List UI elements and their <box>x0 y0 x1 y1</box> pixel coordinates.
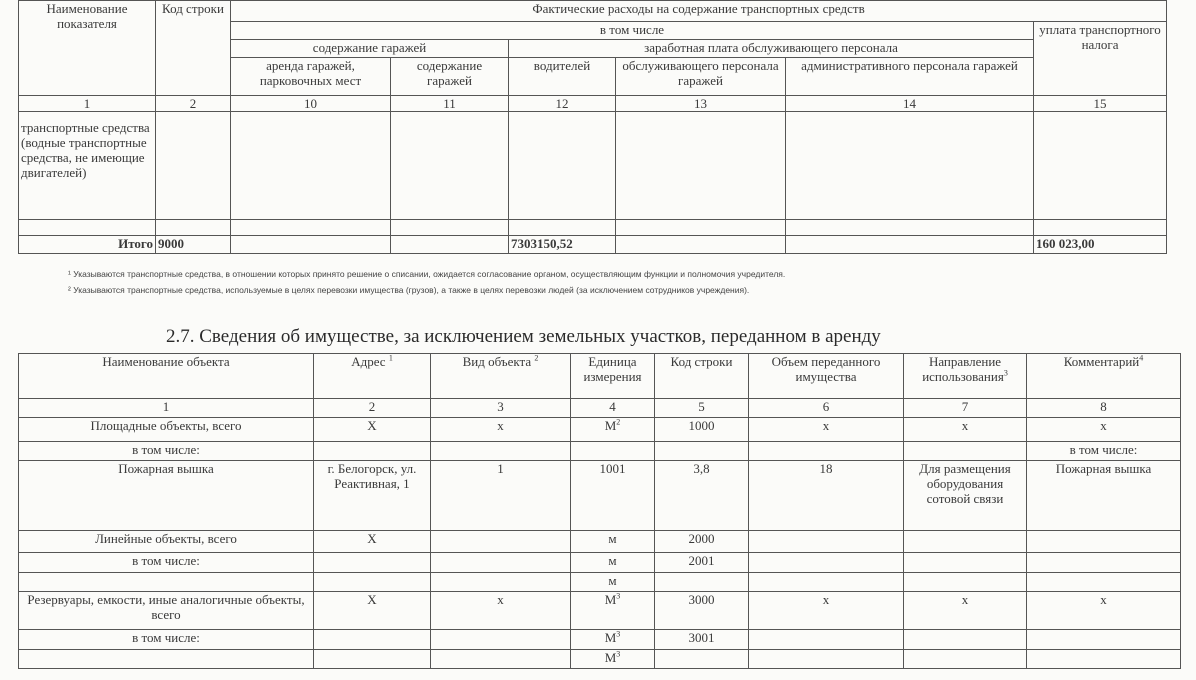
col-num: 10 <box>231 96 391 112</box>
col-num: 2 <box>314 399 431 418</box>
row-volume: x <box>749 418 904 442</box>
row-type: x <box>431 418 571 442</box>
table-row <box>19 461 1181 531</box>
leased-property-table <box>18 353 1181 669</box>
col-num: 13 <box>616 96 786 112</box>
footnote-2: ² Указываются транспортные средства, используемые в целях перевозки имущества (грузов), а также в целях перевозки людей (за исключением сотрудников учреждения). <box>68 285 750 295</box>
header-garage-maintenance: содержание гаражей <box>231 40 509 58</box>
col-num: 8 <box>1027 399 1181 418</box>
row-address: X <box>314 418 431 442</box>
row-code: 3000 <box>655 592 749 630</box>
row-label: транспортные средства (водные транспортные средства, не имеющие двигателей) <box>19 112 156 220</box>
col-num: 1 <box>19 399 314 418</box>
row-comment: Пожарная вышка <box>1027 461 1181 531</box>
col-num: 11 <box>391 96 509 112</box>
row-type: 1 <box>431 461 571 531</box>
row-name: Площадные объекты, всего <box>19 418 314 442</box>
header-including: в том числе <box>231 22 1034 40</box>
table-row <box>19 630 1181 650</box>
row-name: Линейные объекты, всего <box>19 531 314 553</box>
header-object-name: Наименование объекта <box>19 354 314 399</box>
table-row <box>19 112 1167 220</box>
row-name: Резервуары, емкости, иные аналогичные объекты, всего <box>19 592 314 630</box>
row-unit: 1001 <box>571 461 655 531</box>
header-comment: Комментарий$^4$ <box>1027 354 1181 399</box>
row-name: в том числе: <box>19 553 314 573</box>
header-name: Наименование показателя <box>19 1 156 96</box>
row-code: 1000 <box>655 418 749 442</box>
row-direction: Для размещения оборудования сотовой связи <box>904 461 1027 531</box>
section-heading: 2.7. Сведения об имуществе, за исключением земельных участков, переданном в аренду <box>166 326 881 347</box>
row-comment: в том числе: <box>1027 442 1181 461</box>
header-rent: аренда гаражей, парковочных мест <box>231 58 391 96</box>
table-row <box>19 531 1181 553</box>
header-object-type: Вид объекта $^2$ <box>431 354 571 399</box>
row-unit: $M^3$ <box>571 630 655 650</box>
footnote-1: ¹ Указываются транспортные средства, в отношении которых принято решение о списании, ожидается согласование органом, осуществляющим функции и полномочия учредителя. <box>68 269 786 279</box>
row-unit: $M^2$ <box>571 418 655 442</box>
col-num: 6 <box>749 399 904 418</box>
total-label: Итого <box>19 236 156 254</box>
row-unit: $M^3$ <box>571 650 655 669</box>
total-row <box>19 236 1167 254</box>
row-code: 3,8 <box>655 461 749 531</box>
column-numbers-row <box>19 96 1167 112</box>
transport-expenses-table <box>18 0 1167 254</box>
col-num: 12 <box>509 96 616 112</box>
header-admin-staff: административного персонала гаражей <box>786 58 1034 96</box>
table-row <box>19 573 1181 592</box>
row-unit: $M^3$ <box>571 592 655 630</box>
col-num: 15 <box>1034 96 1167 112</box>
row-name: в том числе: <box>19 630 314 650</box>
col-num: 14 <box>786 96 1034 112</box>
row-code: 2001 <box>655 553 749 573</box>
total-drivers: 7303150,52 <box>509 236 616 254</box>
col-num: 2 <box>156 96 231 112</box>
row-name: Пожарная вышка <box>19 461 314 531</box>
header-address: Адрес $^1$ <box>314 354 431 399</box>
col-num: 3 <box>431 399 571 418</box>
row-volume: x <box>749 592 904 630</box>
table-row <box>19 442 1181 461</box>
row-direction: x <box>904 418 1027 442</box>
row-unit: м <box>571 553 655 573</box>
header-drivers: водителей <box>509 58 616 96</box>
row-unit: м <box>571 573 655 592</box>
header-salary: заработная плата обслуживающего персонала <box>509 40 1034 58</box>
row-type: x <box>431 592 571 630</box>
table-row <box>19 553 1181 573</box>
table-row <box>19 418 1181 442</box>
header-garage-staff: обслуживающего персонала гаражей <box>616 58 786 96</box>
header-tax: уплата транспортного налога <box>1034 22 1167 96</box>
col-num: 5 <box>655 399 749 418</box>
row-code: 2000 <box>655 531 749 553</box>
table-row <box>19 650 1181 669</box>
column-numbers-row <box>19 399 1181 418</box>
header-direction: Направление использования$^3$ <box>904 354 1027 399</box>
header-unit: Единица измерения <box>571 354 655 399</box>
header-actual-expenses: Фактические расходы на содержание транспортных средств <box>231 1 1167 22</box>
col-num: 1 <box>19 96 156 112</box>
row-unit: м <box>571 531 655 553</box>
row-direction: x <box>904 592 1027 630</box>
col-num: 4 <box>571 399 655 418</box>
total-tax: 160 023,00 <box>1034 236 1167 254</box>
row-comment: x <box>1027 418 1181 442</box>
header-code: Код строки <box>156 1 231 96</box>
header-maintenance: содержание гаражей <box>391 58 509 96</box>
col-num: 7 <box>904 399 1027 418</box>
total-code: 9000 <box>156 236 231 254</box>
row-name: в том числе: <box>19 442 314 461</box>
row-code: 3001 <box>655 630 749 650</box>
header-line-code: Код строки <box>655 354 749 399</box>
row-address: г. Белогорск, ул. Реактивная, 1 <box>314 461 431 531</box>
header-row <box>19 354 1181 399</box>
row-address: X <box>314 531 431 553</box>
row-address: X <box>314 592 431 630</box>
row-volume: 18 <box>749 461 904 531</box>
row-comment: x <box>1027 592 1181 630</box>
table-row <box>19 592 1181 630</box>
header-volume: Объем переданного имущества <box>749 354 904 399</box>
